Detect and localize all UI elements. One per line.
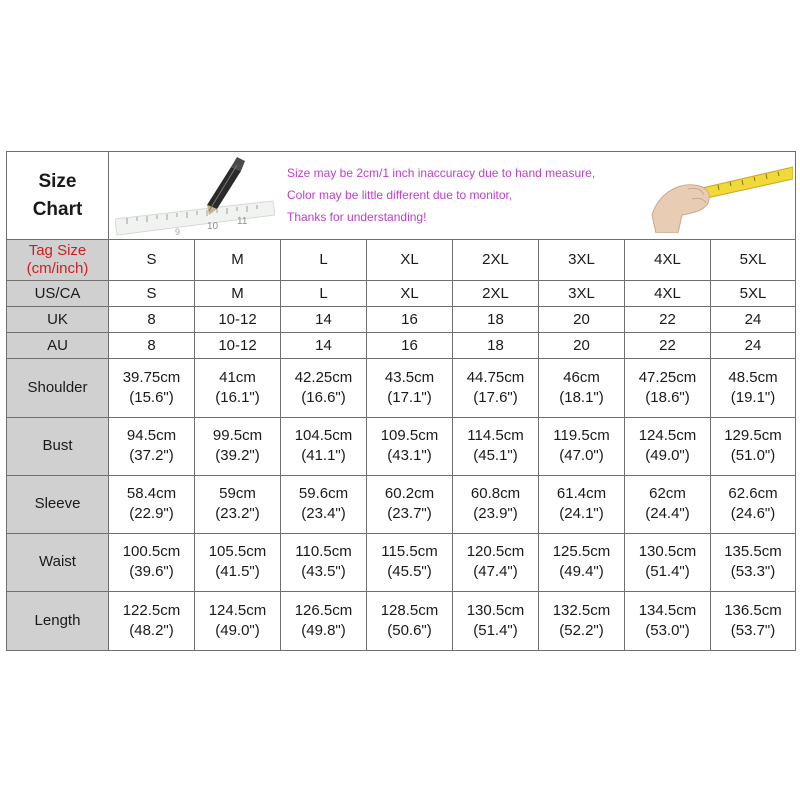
pencil-ruler-illustration xyxy=(115,157,275,237)
inch-value: (41.1") xyxy=(301,447,346,465)
bust-cell xyxy=(539,417,625,475)
title-line-1: Size xyxy=(38,170,77,192)
cm-value: 99.5cm xyxy=(212,427,263,445)
length-cell xyxy=(711,591,796,650)
tag-size-cell: 4XL xyxy=(625,240,711,281)
inch-value: (23.9") xyxy=(473,505,518,523)
sleeve-cell xyxy=(367,475,453,533)
uk-cell: 14 xyxy=(281,307,367,333)
inch-value: (18.1") xyxy=(559,388,604,406)
sleeve-label: Sleeve xyxy=(7,475,109,533)
cm-value: 136.5cm xyxy=(724,601,782,619)
us-ca-row xyxy=(7,281,796,307)
us-ca-label: US/CA xyxy=(7,281,109,307)
sleeve-cell xyxy=(195,475,281,533)
inch-value: (45.5") xyxy=(387,563,432,581)
header-row xyxy=(7,152,796,240)
shoulder-cell xyxy=(195,359,281,417)
waist-row xyxy=(7,533,796,591)
inch-value: (16.6") xyxy=(301,388,346,406)
cm-value: 129.5cm xyxy=(724,427,782,445)
us-ca-cell: M xyxy=(195,281,281,307)
inch-value: (49.0") xyxy=(215,621,260,639)
us-ca-cell: S xyxy=(109,281,195,307)
cm-value: 48.5cm xyxy=(728,368,778,386)
tag-size-cell: L xyxy=(281,240,367,281)
notes-banner xyxy=(109,152,796,240)
bust-cell xyxy=(195,417,281,475)
inch-value: (24.4") xyxy=(645,505,690,523)
note-line-1: Size may be 2cm/1 inch inaccuracy due to hand measure, xyxy=(287,165,596,180)
cm-value: 130.5cm xyxy=(638,543,697,561)
length-cell xyxy=(625,591,711,650)
cm-value: 59cm xyxy=(219,485,256,503)
note-line-2: Color may be little different due to monitor, xyxy=(287,187,513,202)
tag-size-cell: S xyxy=(109,240,195,281)
hand-measuring-tape-illustration xyxy=(648,159,793,233)
waist-cell xyxy=(109,533,195,591)
us-ca-cell: 5XL xyxy=(711,281,796,307)
shoulder-cell xyxy=(539,359,625,417)
us-ca-cell: 4XL xyxy=(625,281,711,307)
inch-value: (48.2") xyxy=(129,621,174,639)
cm-value: 126.5cm xyxy=(294,601,353,619)
inch-value: (23.7") xyxy=(387,505,432,523)
sleeve-row xyxy=(7,475,796,533)
uk-label: UK xyxy=(7,307,109,333)
waist-cell xyxy=(367,533,453,591)
inch-value: (18.6") xyxy=(645,388,690,406)
uk-row xyxy=(7,307,796,333)
inch-value: (23.2") xyxy=(215,505,260,523)
inch-value: (53.3") xyxy=(730,563,776,581)
uk-cell: 8 xyxy=(109,307,195,333)
cm-value: 61.4cm xyxy=(556,485,607,503)
size-chart-table xyxy=(6,151,796,651)
title-line-2: Chart xyxy=(32,198,83,220)
cm-value: 130.5cm xyxy=(466,601,525,619)
inch-value: (53.0") xyxy=(645,621,690,639)
cm-value: 128.5cm xyxy=(380,601,439,619)
us-ca-cell: L xyxy=(281,281,367,307)
cm-value: 104.5cm xyxy=(294,427,353,445)
au-cell: 18 xyxy=(453,333,539,359)
length-cell xyxy=(195,591,281,650)
au-cell: 8 xyxy=(109,333,195,359)
bust-cell xyxy=(625,417,711,475)
tag-size-cell: XL xyxy=(367,240,453,281)
length-cell xyxy=(281,591,367,650)
cm-value: 124.5cm xyxy=(638,427,697,445)
uk-cell: 10-12 xyxy=(195,307,281,333)
inch-value: (24.6") xyxy=(730,505,776,523)
cm-value: 58.4cm xyxy=(126,485,177,503)
inch-value: (45.1") xyxy=(473,447,518,465)
ruler-mark-11: 11 xyxy=(237,215,248,227)
cm-value: 39.75cm xyxy=(122,368,181,386)
bust-cell xyxy=(711,417,796,475)
cm-value: 134.5cm xyxy=(638,601,697,619)
sleeve-cell xyxy=(625,475,711,533)
shoulder-label: Shoulder xyxy=(7,359,109,417)
waist-label: Waist xyxy=(7,533,109,591)
inch-value: (50.6") xyxy=(387,621,432,639)
waist-cell xyxy=(453,533,539,591)
ruler-mark-10: 10 xyxy=(207,220,219,232)
bust-row xyxy=(7,417,796,475)
waist-cell xyxy=(195,533,281,591)
sleeve-cell xyxy=(281,475,367,533)
waist-cell xyxy=(625,533,711,591)
tag-size-label-line-1: Tag Size xyxy=(28,242,87,260)
cm-value: 120.5cm xyxy=(466,543,525,561)
waist-cell xyxy=(281,533,367,591)
sleeve-cell xyxy=(539,475,625,533)
bust-cell xyxy=(109,417,195,475)
length-cell xyxy=(453,591,539,650)
size-chart-title xyxy=(7,152,109,240)
us-ca-cell: 2XL xyxy=(453,281,539,307)
length-cell xyxy=(367,591,453,650)
uk-cell: 18 xyxy=(453,307,539,333)
cm-value: 60.2cm xyxy=(384,485,435,503)
bust-cell xyxy=(367,417,453,475)
au-cell: 24 xyxy=(711,333,796,359)
au-row xyxy=(7,333,796,359)
inch-value: (51.0") xyxy=(730,447,776,465)
cm-value: 59.6cm xyxy=(298,485,349,503)
inch-value: (49.0") xyxy=(645,447,690,465)
bust-cell xyxy=(281,417,367,475)
cm-value: 125.5cm xyxy=(552,543,611,561)
inch-value: (19.1") xyxy=(730,388,776,406)
uk-cell: 24 xyxy=(711,307,796,333)
cm-value: 132.5cm xyxy=(552,601,611,619)
cm-value: 100.5cm xyxy=(122,543,181,561)
us-ca-cell: 3XL xyxy=(539,281,625,307)
shoulder-cell xyxy=(109,359,195,417)
bust-label: Bust xyxy=(7,417,109,475)
inch-value: (47.4") xyxy=(473,563,518,581)
bust-cell xyxy=(453,417,539,475)
inch-value: (51.4") xyxy=(473,621,518,639)
tag-size-cell: 3XL xyxy=(539,240,625,281)
tag-size-cell: 2XL xyxy=(453,240,539,281)
inch-value: (51.4") xyxy=(645,563,690,581)
us-ca-cell: XL xyxy=(367,281,453,307)
au-cell: 14 xyxy=(281,333,367,359)
cm-value: 44.75cm xyxy=(466,368,525,386)
length-cell xyxy=(109,591,195,650)
sleeve-cell xyxy=(109,475,195,533)
au-cell: 20 xyxy=(539,333,625,359)
inch-value: (52.2") xyxy=(559,621,604,639)
inch-value: (17.6") xyxy=(473,388,518,406)
inch-value: (49.4") xyxy=(559,563,604,581)
sleeve-cell xyxy=(711,475,796,533)
au-cell: 22 xyxy=(625,333,711,359)
notes-text xyxy=(287,162,595,228)
cm-value: 60.8cm xyxy=(470,485,521,503)
au-cell: 10-12 xyxy=(195,333,281,359)
uk-cell: 16 xyxy=(367,307,453,333)
cm-value: 47.25cm xyxy=(638,368,697,386)
cm-value: 119.5cm xyxy=(553,427,610,445)
inch-value: (47.0") xyxy=(559,447,604,465)
tag-size-row xyxy=(7,240,796,281)
length-row xyxy=(7,591,796,650)
note-line-3: Thanks for understanding! xyxy=(287,209,427,224)
cm-value: 124.5cm xyxy=(208,601,267,619)
inch-value: (23.4") xyxy=(301,505,346,523)
tag-size-cell: 5XL xyxy=(711,240,796,281)
inch-value: (39.2") xyxy=(215,447,260,465)
inch-value: (22.9") xyxy=(129,505,174,523)
shoulder-cell xyxy=(711,359,796,417)
tag-size-label xyxy=(7,240,109,281)
inch-value: (15.6") xyxy=(129,388,174,406)
inch-value: (24.1") xyxy=(559,505,604,523)
uk-cell: 22 xyxy=(625,307,711,333)
cm-value: 62.6cm xyxy=(728,485,778,503)
cm-value: 42.25cm xyxy=(294,368,353,386)
uk-cell: 20 xyxy=(539,307,625,333)
inch-value: (16.1") xyxy=(215,388,260,406)
cm-value: 114.5cm xyxy=(467,427,524,445)
tag-size-label-line-2: (cm/inch) xyxy=(26,260,89,278)
inch-value: (53.7") xyxy=(730,621,776,639)
cm-value: 135.5cm xyxy=(724,543,782,561)
cm-value: 62cm xyxy=(649,485,686,503)
inch-value: (43.1") xyxy=(387,447,432,465)
cm-value: 41cm xyxy=(219,368,256,386)
cm-value: 46cm xyxy=(563,368,600,386)
shoulder-cell xyxy=(367,359,453,417)
shoulder-cell xyxy=(453,359,539,417)
tag-size-cell: M xyxy=(195,240,281,281)
shoulder-row xyxy=(7,359,796,417)
inch-value: (41.5") xyxy=(215,563,260,581)
cm-value: 115.5cm xyxy=(381,543,438,561)
inch-value: (43.5") xyxy=(301,563,346,581)
ruler-mark-9: 9 xyxy=(175,226,181,237)
inch-value: (37.2") xyxy=(129,447,174,465)
waist-cell xyxy=(539,533,625,591)
shoulder-cell xyxy=(281,359,367,417)
inch-value: (39.6") xyxy=(129,563,174,581)
cm-value: 109.5cm xyxy=(380,427,439,445)
cm-value: 122.5cm xyxy=(122,601,181,619)
shoulder-cell xyxy=(625,359,711,417)
sleeve-cell xyxy=(453,475,539,533)
cm-value: 105.5cm xyxy=(208,543,267,561)
inch-value: (17.1") xyxy=(387,388,432,406)
inch-value: (49.8") xyxy=(301,621,346,639)
au-label: AU xyxy=(7,333,109,359)
length-cell xyxy=(539,591,625,650)
cm-value: 43.5cm xyxy=(384,368,435,386)
waist-cell xyxy=(711,533,796,591)
length-label: Length xyxy=(7,591,109,650)
cm-value: 110.5cm xyxy=(295,543,352,561)
cm-value: 94.5cm xyxy=(126,427,177,445)
au-cell: 16 xyxy=(367,333,453,359)
